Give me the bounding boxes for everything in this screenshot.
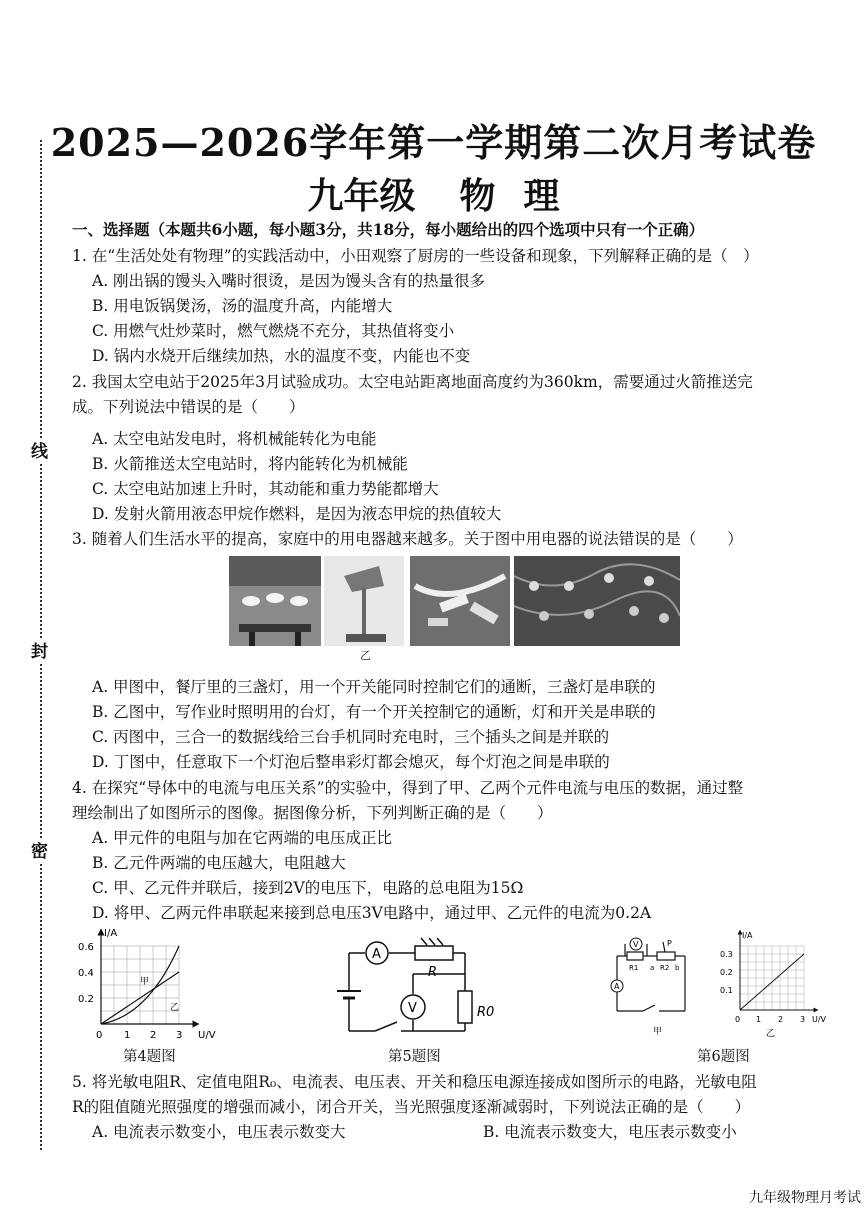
fig4-xtick: 0	[96, 1030, 103, 1041]
fig6-y-label: I/A	[742, 931, 753, 940]
fig4-y-label: I/A	[104, 928, 118, 939]
fig6-a-meter-label: A	[614, 982, 620, 991]
fig5-caption: 第5题图	[388, 1049, 441, 1065]
fig5-r-label: R	[428, 965, 438, 980]
fig4-xtick: 2	[150, 1030, 157, 1041]
q1-option-a: A. 刚出锅的馒头入嘴时很烫，是因为馒头含有的热量很多	[92, 272, 486, 290]
q3-stem: 3. 随着人们生活水平的提高，家庭中的用电器越来越多。关于图中用电器的说法错误的是（ ）	[72, 530, 743, 548]
fig6-xtick: 0	[735, 1015, 741, 1024]
fig6-ytick: 0.2	[720, 968, 733, 977]
fig6-xtick: 1	[756, 1015, 762, 1024]
fig4-ytick: 0.4	[78, 968, 94, 979]
fig5-circuit	[335, 936, 515, 1041]
fig6-xtick: 2	[778, 1015, 784, 1024]
q1-option-d: D. 锅内水烧开后继续加热，水的温度不变，内能也不变	[92, 347, 471, 365]
fig6-graph	[718, 928, 828, 1040]
fig6-r2-label: R2	[660, 964, 670, 972]
q4-stem-2: 理绘制出了如图所示的图像。据图像分析，下列判断正确的是（ ）	[72, 804, 553, 822]
fig4-label-yi: 乙	[170, 1003, 180, 1013]
fig5-ammeter-label: A	[372, 947, 381, 962]
q5-option-b: B. 电流表示数变大，电压表示数变小	[483, 1123, 737, 1141]
fig6-ytick: 0.3	[720, 950, 733, 959]
fig6-x-label: U/V	[812, 1015, 827, 1024]
q3-photo-desk-lamp	[324, 556, 404, 660]
q2-option-b: B. 火箭推送太空电站时，将内能转化为机械能	[92, 455, 408, 473]
fig4-ytick: 0.2	[78, 994, 94, 1005]
q2-stem-1: 2. 我国太空电站于2025年3月试验成功。太空电站距离地面高度约为360km，需要通过火箭推送完	[72, 373, 753, 391]
q4-option-a: A. 甲元件的电阻与加在它两端的电压成正比	[92, 829, 393, 847]
q3-option-a: A. 甲图中，餐厅里的三盏灯，用一个开关能同时控制它们的通断，三盏灯是串联的	[92, 678, 656, 696]
fig6-v-label: V	[633, 940, 639, 949]
q3-photo-string-lights	[514, 556, 680, 646]
fig4-graph	[78, 926, 228, 1046]
fig6-ytick: 0.1	[720, 986, 733, 995]
fig6-r1-label: R1	[629, 964, 639, 972]
q1-option-c: C. 用燃气灶炒菜时，燃气燃烧不充分，其热值将变小	[92, 322, 455, 340]
fig6-a-label: a	[650, 964, 655, 972]
fig4-caption: 第4题图	[123, 1049, 176, 1065]
q3-photo-restaurant-lights	[229, 556, 321, 646]
margin-char-feng: 封	[31, 642, 48, 662]
section-heading: 一、选择题（本题共6小题，每小题3分，共18分，每小题给出的四个选项中只有一个正确）	[72, 220, 705, 239]
page-footer: 九年级物理月考试	[749, 1190, 861, 1206]
fig4-label-jia: 甲	[140, 977, 150, 987]
q3-option-c: C. 丙图中，三合一的数据线给三台手机同时充电时，三个插头之间是并联的	[92, 728, 610, 746]
fig5-voltmeter-label: V	[408, 1001, 417, 1016]
q4-option-b: B. 乙元件两端的电压越大，电阻越大	[92, 854, 346, 872]
q1-option-b: B. 用电饭锅煲汤，汤的温度升高，内能增大	[92, 297, 393, 315]
fig4-xtick: 3	[176, 1030, 183, 1041]
q3-photo-label: 乙	[360, 649, 371, 660]
fig4-ytick: 0.6	[78, 942, 94, 953]
subtitle-li: 理	[523, 175, 560, 217]
q3-option-d: D. 丁图中，任意取下一个灯泡后整串彩灯都会熄灭，每个灯泡之间是串联的	[92, 753, 610, 771]
fig6-circuit	[605, 936, 695, 1036]
q1-stem: 1. 在“生活处处有物理”的实践活动中，小田观察了厨房的一些设备和现象，下列解释正确的是（ ）	[72, 247, 759, 265]
fig6-sub-jia: 甲	[653, 1027, 663, 1036]
q4-option-d: D. 将甲、乙两元件串联起来接到总电压3V电路中，通过甲、乙元件的电流为0.2A	[92, 904, 652, 922]
fig6-xtick: 3	[800, 1015, 806, 1024]
q5-stem-2: R的阻值随光照强度的增强而减小，闭合开关，当光照强度逐渐减弱时，下列说法正确的是（ ）	[72, 1098, 751, 1116]
q5-stem-1: 5. 将光敏电阻R、定值电阻R₀、电流表、电压表、开关和稳压电源连接成如图所示的电路，光敏电阻	[72, 1073, 757, 1091]
q3-option-b: B. 乙图中，写作业时照明用的台灯，有一个开关控制它的通断，灯和开关是串联的	[92, 703, 656, 721]
subtitle-wu: 物	[459, 175, 496, 217]
fig5-r0-label: R0	[477, 1005, 495, 1020]
q2-option-d: D. 发射火箭用液态甲烷作燃料，是因为液态甲烷的热值较大	[92, 505, 502, 523]
q4-option-c: C. 甲、乙元件并联后，接到2V的电压下，电路的总电阻为15Ω	[92, 879, 524, 897]
exam-subtitle	[0, 168, 867, 219]
fig6-b-label: b	[675, 964, 680, 972]
fig6-sub-yi: 乙	[766, 1029, 776, 1039]
fig4-x-label: U/V	[198, 1030, 216, 1041]
q3-photo-charging-cable	[410, 556, 510, 646]
q4-stem-1: 4. 在探究“导体中的电流与电压关系”的实验中，得到了甲、乙两个元件电流与电压的数据，通过整	[72, 779, 744, 797]
margin-char-xian: 线	[31, 442, 48, 462]
margin-char-mi: 密	[31, 842, 48, 862]
q2-option-c: C. 太空电站加速上升时，其动能和重力势能都增大	[92, 480, 439, 498]
q2-stem-2: 成。下列说法中错误的是（ ）	[72, 398, 305, 416]
q5-option-a: A. 电流表示数变小，电压表示数变大	[92, 1123, 346, 1141]
fig4-xtick: 1	[124, 1030, 131, 1041]
subtitle-grade: 九年级	[307, 175, 416, 217]
fig6-caption: 第6题图	[697, 1049, 750, 1065]
fig6-p-label: P	[667, 939, 672, 948]
q2-option-a: A. 太空电站发电时，将机械能转化为电能	[92, 430, 377, 448]
exam-title: 2025—2026学年第一学期第二次月考试卷	[50, 120, 817, 165]
